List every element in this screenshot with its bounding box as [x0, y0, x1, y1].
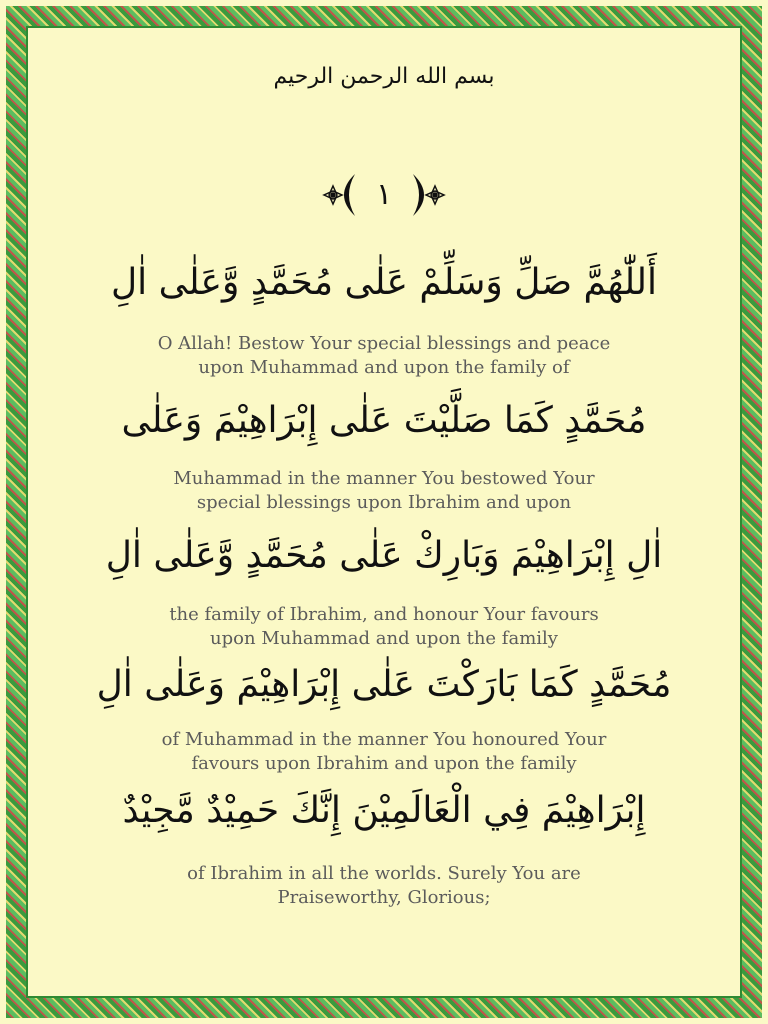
arabic-line-3: اٰلِ إِبْرَاهِيْمَ وَبَارِكْ عَلٰى مُحَمَّدٍ وَّعَلٰى اٰلِ — [105, 535, 663, 576]
translation-2 — [60, 467, 708, 515]
translation-3 — [60, 603, 708, 651]
translation-1 — [60, 332, 708, 380]
translation-3-line-1: the family of Ibrahim, and honour Your favours — [169, 604, 599, 625]
translation-1-line-1: O Allah! Bestow Your special blessings and peace — [157, 333, 611, 354]
translation-4-line-1: of Muhammad in the manner You honoured Your — [161, 729, 607, 750]
arabic-line-4: مُحَمَّدٍ كَمَا بَارَكْتَ عَلٰى إِبْرَاهِيْمَ وَعَلٰى اٰلِ — [96, 664, 672, 705]
translation-1-line-2: upon Muhammad and upon the family of — [198, 357, 570, 378]
arabic-line-1: أَللّٰهُمَّ صَلِّ وَسَلِّمْ عَلٰى مُحَمَّدٍ وَّعَلٰى اٰلِ — [111, 262, 657, 303]
translation-5-line-1: of Ibrahim in all the worlds. Surely You are — [187, 863, 581, 884]
verse-number: ١ — [375, 177, 393, 212]
translation-2-line-2: special blessings upon Ibrahim and upon — [196, 492, 572, 513]
basmala-heading: بسم الله الرحمن الرحيم — [273, 64, 495, 89]
translation-3-line-2: upon Muhammad and upon the family — [210, 628, 558, 649]
translation-2-line-1: Muhammad in the manner You bestowed Your — [173, 468, 595, 489]
translation-4-line-2: favours upon Ibrahim and upon the family — [191, 753, 577, 774]
translation-5 — [60, 862, 708, 910]
arabic-line-2: مُحَمَّدٍ كَمَا صَلَّيْتَ عَلٰى إِبْرَاهِيْمَ وَعَلٰى — [121, 400, 647, 441]
verse-number-ornament — [319, 168, 449, 222]
arabic-line-5: إِبْرَاهِيْمَ فِي الْعَالَمِيْنَ إِنَّكَ حَمِيْدٌ مَّجِيْدٌ — [122, 790, 646, 831]
translation-4 — [60, 728, 708, 776]
translation-5-line-2: Praiseworthy, Glorious; — [277, 887, 491, 908]
